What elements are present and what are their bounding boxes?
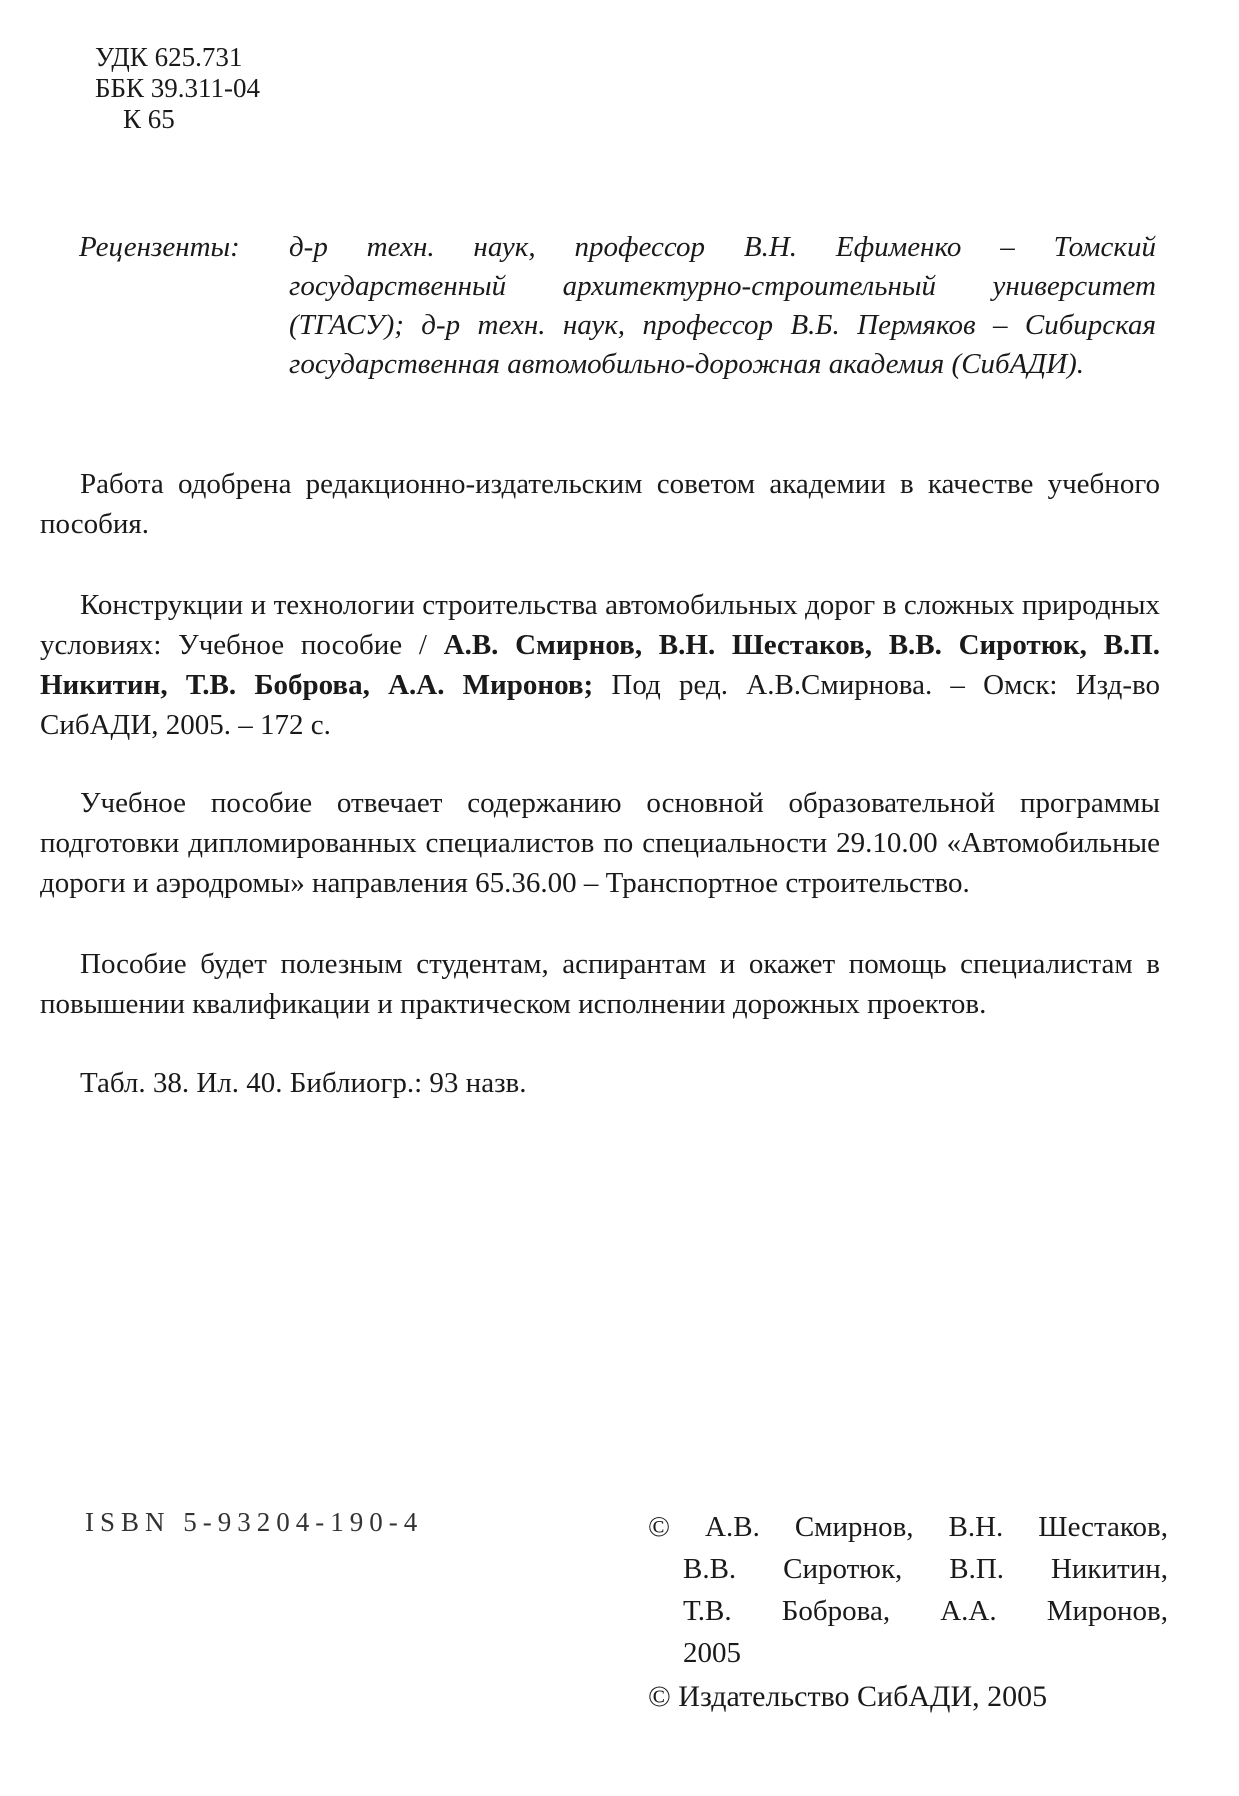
reviewers-text: д-р техн. наук, профессор В.Н. Ефименко – Томский государственный архитектурно-строительный университет (ТГАСУ); д-р техн. наук, профессор В.Б. Пермяков – Сибирская государственная автомобильно-дорожная академия (СибАДИ).	[289, 231, 1156, 380]
reviewers-label: Рецензенты:	[79, 231, 240, 263]
copyright-authors-line-1: © А.В. Смирнов, В.Н. Шестаков,	[648, 1511, 1168, 1543]
classification-codes	[95, 42, 260, 135]
isbn-number: ISBN 5-93204-190-4	[85, 1507, 424, 1537]
copyright-block	[648, 1506, 1168, 1718]
bbk-code: ББК 39.311-04	[95, 73, 261, 103]
book-authors: А.В. Смирнов, В.Н. Шестаков, В.В. Сиротюк, В.П. Никитин, Т.В. Боброва, А.А. Миронов;	[40, 629, 1160, 701]
copyright-year: 2005	[683, 1637, 741, 1669]
copyright-authors-line-3: Т.В. Боброва, А.А. Миронов,	[683, 1595, 1168, 1627]
bibliographic-description	[40, 585, 1160, 745]
approval-note: Работа одобрена редакционно-издательским советом академии в качестве учебного пособия.	[40, 468, 1160, 540]
content-counts: Табл. 38. Ил. 40. Библиогр.: 93 назв.	[80, 1067, 527, 1099]
abstract-paragraph-2: Пособие будет полезным студентам, аспирантам и окажет помощь специалистам в повышении квалификации и практическом исполнении дорожных проектов.	[40, 948, 1160, 1020]
udk-code: УДК 625.731	[95, 42, 243, 72]
book-publication-info: Под ред. А.В.Смирнова. – Омск: Изд-во СибАДИ, 2005. – 172 с.	[40, 669, 1160, 741]
book-title: Конструкции и технологии строительства автомобильных дорог в сложных природных условиях: Учебное пособие /	[40, 589, 1160, 661]
copyright-authors-line-2: В.В. Сиротюк, В.П. Никитин,	[683, 1553, 1168, 1585]
publisher-copyright: © Издательство СибАДИ, 2005	[648, 1680, 1048, 1713]
author-mark: К 65	[123, 104, 175, 134]
abstract-paragraph-1: Учебное пособие отвечает содержанию основной образовательной программы подготовки дипломированных специалистов по специальности 29.10.00 «Автомобильные дороги и аэродромы» направления 65.36.00 – Транспортное строительство.	[40, 787, 1160, 899]
